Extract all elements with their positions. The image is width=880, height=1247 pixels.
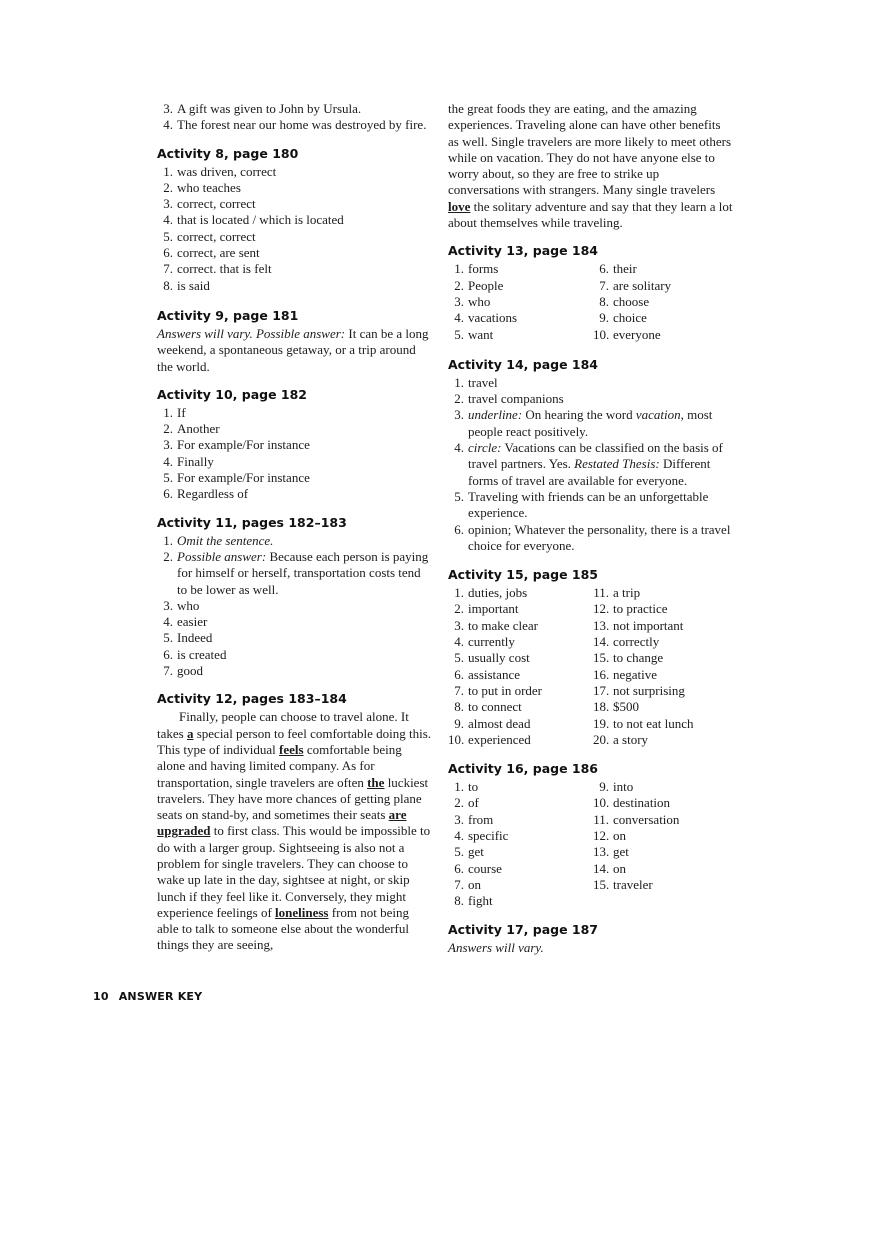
item-number: 16. (593, 666, 610, 682)
item-number: 12. (593, 601, 610, 617)
item-number: 2. (454, 795, 464, 811)
item-number: 9. (599, 310, 609, 326)
item-number: 8. (599, 293, 609, 309)
list-item (593, 732, 733, 748)
activity-16-heading: Activity 16, page 186 (448, 761, 598, 777)
item-number: 4. (454, 310, 464, 326)
list-item (157, 437, 433, 453)
item-text: correct. that is felt (177, 261, 272, 277)
item-text: who (468, 293, 491, 309)
list-item (157, 245, 433, 261)
item-number: 15. (593, 650, 610, 666)
item-text: assistance (468, 666, 520, 682)
list-item (593, 812, 733, 828)
list-item (157, 101, 433, 117)
item-number: 5. (454, 326, 464, 342)
item-number: 7. (163, 261, 173, 277)
item-text: fight (468, 893, 493, 909)
list-item (593, 779, 733, 795)
item-text: correct, correct (177, 196, 256, 212)
list-item (157, 421, 433, 437)
item-text: easier (177, 614, 208, 630)
item-text: to practice (613, 601, 668, 617)
item-number: 5. (454, 650, 464, 666)
item-text: from (468, 811, 494, 827)
item-text: a trip (613, 585, 641, 601)
list-item (157, 164, 433, 180)
item-number: 17. (593, 682, 610, 698)
list-item: 1. Omit the sentence. (163, 532, 274, 548)
item-number: 1. (163, 404, 173, 420)
item-text: who (177, 597, 200, 613)
list-item (593, 716, 733, 732)
item-number: 18. (593, 699, 610, 715)
list-item: 5. Traveling with friends can be an unforgettable experience. (454, 488, 709, 521)
list-item (448, 601, 593, 617)
list-item (448, 844, 593, 860)
item-text: traveler (613, 876, 653, 892)
activity-13-heading: Activity 13, page 184 (448, 243, 598, 259)
item-text: are solitary (613, 277, 672, 293)
item-number: 8. (454, 893, 464, 909)
activity-13-list (448, 261, 733, 342)
list-item (593, 699, 733, 715)
list-item (593, 877, 733, 893)
item-number: 10. (448, 731, 465, 747)
item-text: correct, correct (177, 228, 256, 244)
item-number: 7. (163, 663, 173, 679)
item-number: 6. (163, 245, 173, 261)
right-column (448, 101, 733, 957)
activity-15-heading: Activity 15, page 185 (448, 567, 598, 583)
item-text: to not eat lunch (613, 715, 694, 731)
list-item (157, 405, 433, 421)
list-item (593, 261, 733, 277)
item-number: 8. (454, 699, 464, 715)
list-item (157, 663, 433, 679)
item-text: correctly (613, 634, 660, 650)
list-item (448, 699, 593, 715)
item-number: 19. (593, 715, 610, 731)
list-item (448, 261, 593, 277)
list-item (448, 732, 593, 748)
list-item (593, 618, 733, 634)
list-item (593, 683, 733, 699)
item-text: almost dead (468, 715, 531, 731)
list-item (448, 634, 593, 650)
list-item (448, 327, 593, 343)
item-text: For example/For instance (177, 437, 310, 453)
activity-11-item1: Omit the sentence. (177, 532, 274, 548)
item-number: 1. (454, 585, 464, 601)
item-number: 4. (454, 634, 464, 650)
item-number: 6. (454, 860, 464, 876)
item-number: 12. (593, 827, 610, 843)
item-number: 5. (163, 470, 173, 486)
item-number: 14. (593, 634, 610, 650)
item-text: want (468, 326, 494, 342)
activity-9-answer (157, 326, 433, 375)
list-item (448, 861, 593, 877)
activity-12-heading: Activity 12, pages 183–184 (157, 691, 347, 707)
item-text: negative (613, 666, 658, 682)
item-text: to put in order (468, 682, 543, 698)
item-text: of (468, 795, 479, 811)
activity-12-paragraph: Finally, people can choose to travel alone. It takes a special person to feel comfortable doing this. This type of individual feels comfortable being alone and having limited company. As for transportation, single travelers are often the luckiest travelers. They have more chances of getting plane seats on stand-by, and sometimes their seats are upgraded to first class. This would be impossible to do with a larger group. Sightseeing is also not a problem for single travelers. They can choose to wake up late in the day, sightsee at night, or skip lunch if they feel like it. Conversely, they might experience feelings of loneliness from not being able to talk to someone else about the wonderful things they are seeing, (157, 709, 432, 953)
item-text: For example/For instance (177, 470, 310, 486)
item-text: usually cost (468, 650, 530, 666)
activity-15-list (448, 585, 733, 748)
item-text: specific (468, 827, 509, 843)
item-number: 7. (454, 876, 464, 892)
list-item (157, 117, 433, 133)
item-number: 3. (454, 811, 464, 827)
item-number: 2. (163, 421, 173, 437)
item-number: 11. (593, 811, 609, 827)
activity-11-item2-text: Because each person is paying for himself or herself, transportation costs tend to be lower as well. (177, 548, 429, 597)
list-item (593, 310, 733, 326)
list-item (448, 877, 593, 893)
item-number: 14. (593, 860, 610, 876)
item-number: 6. (163, 646, 173, 662)
item-text: get (613, 844, 629, 860)
item-text: People (468, 277, 504, 293)
item-number: 4. (163, 117, 173, 133)
item-number: 6. (454, 666, 464, 682)
item-text: to (468, 779, 479, 795)
list-item (448, 779, 593, 795)
item-number: 3. (163, 597, 173, 613)
list-item (448, 795, 593, 811)
item-number: 11. (593, 585, 609, 601)
list-item (157, 470, 433, 486)
list-item (448, 294, 593, 310)
item-number: 10. (593, 795, 610, 811)
item-text: on (613, 827, 626, 843)
item-text: Regardless of (177, 486, 249, 502)
activity-11-item2-intro: Possible answer: (177, 548, 267, 564)
item-text: vacations (468, 310, 518, 326)
list-item (448, 683, 593, 699)
list-item (448, 278, 593, 294)
item-text: is created (177, 646, 227, 662)
item-text: is said (177, 277, 210, 293)
item-text: important (468, 601, 519, 617)
item-text: A gift was given to John by Ursula. (177, 101, 362, 116)
list-item (593, 893, 733, 909)
list-item (593, 278, 733, 294)
item-number: 8. (163, 277, 173, 293)
list-item (157, 598, 433, 614)
item-number: 4. (163, 212, 173, 228)
item-text: on (468, 876, 481, 892)
item-number: 3. (454, 617, 464, 633)
item-number: 3. (163, 196, 173, 212)
activity-9-heading: Activity 9, page 181 (157, 307, 299, 323)
item-number: 7. (454, 682, 464, 698)
item-text: conversation (613, 811, 680, 827)
list-item (448, 812, 593, 828)
list-item (593, 861, 733, 877)
item-text: experienced (468, 731, 531, 747)
list-item (448, 310, 593, 326)
list-item (157, 261, 433, 277)
item-text: correct, are sent (177, 245, 260, 261)
list-item (593, 585, 733, 601)
list-item (448, 893, 593, 909)
item-number: 20. (593, 731, 610, 747)
list-item (157, 486, 433, 502)
list-item (593, 634, 733, 650)
item-number: 13. (593, 844, 610, 860)
list-item (157, 630, 433, 646)
item-text: If (177, 404, 186, 420)
item-number: 1. (454, 261, 464, 277)
list-item (157, 278, 433, 294)
item-text: everyone (613, 326, 661, 342)
list-item: 1. travel (454, 374, 498, 390)
list-item: 4. circle: Vacations can be classified on the basis of travel partners. Yes. Restated Thesis: Different forms of travel are available for everyone. (454, 440, 723, 488)
activity-14-heading: Activity 14, page 184 (448, 356, 598, 372)
item-text: Another (177, 421, 220, 437)
activity-17-heading: Activity 17, page 187 (448, 922, 598, 938)
activity-14-list (448, 375, 733, 554)
left-column (157, 101, 433, 954)
page-number: 10 (93, 990, 109, 1003)
item-text: currently (468, 634, 515, 650)
list-item (157, 454, 433, 470)
item-text: good (177, 663, 203, 679)
item-number: 9. (599, 779, 609, 795)
item-number: 3. (163, 437, 173, 453)
item-number: 15. (593, 876, 610, 892)
list-item (157, 647, 433, 663)
list-item (448, 618, 593, 634)
list-item: 3. underline: On hearing the word vacation, most people react positively. (454, 407, 713, 439)
item-number: 6. (599, 261, 609, 277)
list-item (593, 327, 733, 343)
item-text: to make clear (468, 617, 539, 633)
activity-8-heading: Activity 8, page 180 (157, 145, 299, 161)
list-item (448, 585, 593, 601)
item-text: destination (613, 795, 671, 811)
item-text: Indeed (177, 630, 213, 646)
item-number: 2. (163, 179, 173, 195)
item-text: get (468, 844, 484, 860)
item-text: into (613, 779, 634, 795)
list-item (593, 795, 733, 811)
item-number: 10. (593, 326, 610, 342)
list-item (593, 601, 733, 617)
continued-list (157, 101, 433, 134)
item-number: 3. (163, 101, 173, 116)
item-number: 4. (454, 827, 464, 843)
list-item (157, 229, 433, 245)
activity-12-paragraph-continued: the great foods they are eating, and the amazing experiences. Traveling alone can have other benefits as well. Single travelers are more likely to meet others while on vacation. They do not have anyone else to worry about, so they are free to strike up conversations with strangers. Many single travelers love the solitary adventure and say that they learn a lot about themselves while traveling. (448, 101, 733, 231)
activity-11-heading: Activity 11, pages 182–183 (157, 514, 347, 530)
item-text: not important (613, 617, 684, 633)
item-text: forms (468, 261, 499, 277)
activity-11-list (157, 533, 433, 598)
item-number: 6. (163, 486, 173, 502)
list-item (593, 650, 733, 666)
list-item (157, 180, 433, 196)
activity-9-text: It can be a long weekend, a spontaneous getaway, or a trip around the world. (157, 325, 429, 374)
list-item (593, 294, 733, 310)
list-item: 2. Possible answer: Because each person is paying for himself or herself, transportation costs tend to be lower as well. (163, 548, 429, 597)
item-number: 2. (454, 277, 464, 293)
item-text: that is located / which is located (177, 212, 344, 228)
item-number: 5. (454, 844, 464, 860)
item-text: choice (613, 310, 647, 326)
item-number: 2. (454, 601, 464, 617)
footer-label: ANSWER KEY (118, 990, 203, 1003)
list-item (593, 844, 733, 860)
item-number: 1. (163, 163, 173, 179)
list-item (448, 828, 593, 844)
item-text: Finally (177, 453, 214, 469)
page-footer (93, 989, 202, 1005)
item-text: who teaches (177, 179, 241, 195)
item-text: duties, jobs (468, 585, 528, 601)
item-text: course (468, 860, 502, 876)
list-item (157, 614, 433, 630)
item-number: 3. (454, 293, 464, 309)
item-number: 13. (593, 617, 610, 633)
item-number: 9. (454, 715, 464, 731)
item-number: 4. (163, 453, 173, 469)
item-text: was driven, correct (177, 163, 277, 179)
item-text: The forest near our home was destroyed by fire. (177, 117, 427, 133)
activity-9-intro: Answers will vary. Possible answer: (157, 325, 346, 341)
activity-16-list (448, 779, 733, 909)
item-number: 4. (163, 614, 173, 630)
item-text: a story (613, 731, 649, 747)
activity-10-list (157, 405, 433, 503)
activity-10-heading: Activity 10, page 182 (157, 386, 307, 402)
list-item (448, 716, 593, 732)
item-text: to connect (468, 699, 522, 715)
item-text: to change (613, 650, 664, 666)
item-text: not surprising (613, 682, 685, 698)
list-item (593, 667, 733, 683)
item-text: $500 (613, 699, 639, 715)
activity-17-answer: Answers will vary. (448, 940, 544, 956)
item-number: 7. (599, 277, 609, 293)
list-item (593, 828, 733, 844)
item-number: 1. (454, 779, 464, 795)
list-item (448, 650, 593, 666)
item-number: 5. (163, 228, 173, 244)
list-item (448, 667, 593, 683)
activity-8-list (157, 164, 433, 294)
item-text: choose (613, 293, 650, 309)
list-item (157, 212, 433, 228)
item-number: 5. (163, 630, 173, 646)
activity-11-list-rest (157, 598, 433, 679)
list-item (157, 196, 433, 212)
list-item: 6. opinion; Whatever the personality, there is a travel choice for everyone. (454, 521, 731, 553)
item-text: their (613, 261, 637, 277)
item-text: on (613, 860, 626, 876)
list-item: 2. travel companions (454, 391, 564, 407)
